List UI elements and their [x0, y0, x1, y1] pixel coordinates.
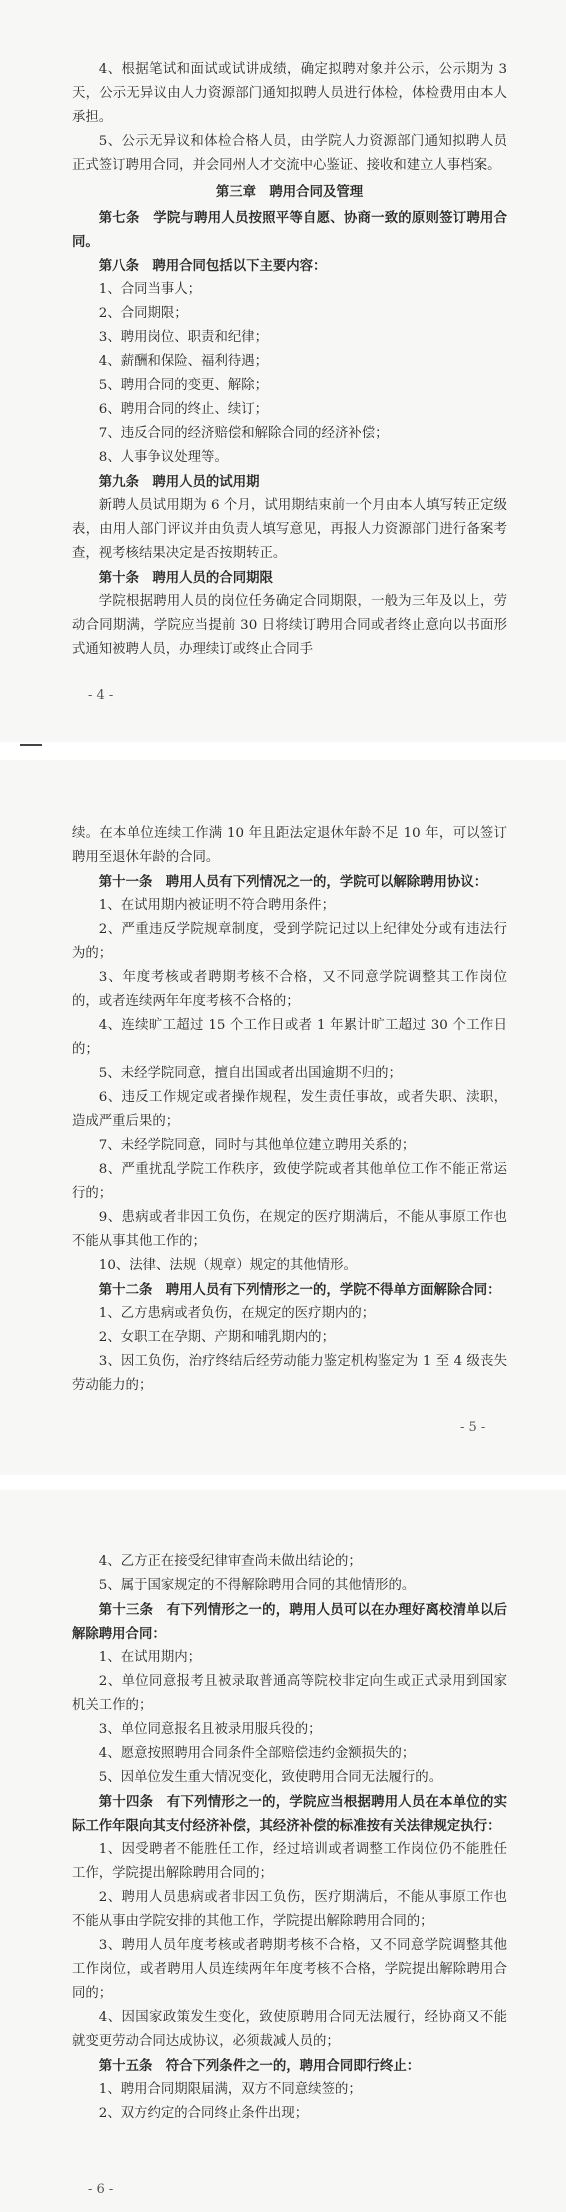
list-item: 1、聘用合同期限届满，双方不同意续签的； — [98, 2082, 362, 2097]
list-item: 5、属于国家规定的不得解除聘用合同的其他情形的。 — [98, 1578, 416, 1593]
list-item: 5、因单位发生重大情况变化，致使聘用合同无法履行的。 — [98, 1770, 443, 1785]
list-item: 1、在试用期内被证明不符合聘用条件； — [98, 898, 335, 913]
chapter-heading: 第三章 聘用合同及管理 — [215, 184, 364, 200]
page-gap — [0, 1475, 566, 1490]
list-item: 5、聘用合同的变更、解除； — [98, 378, 269, 393]
list-item: 4、愿意按照聘用合同条件全部赔偿违约金额损失的； — [98, 1746, 416, 1761]
list-item: 4、薪酬和保险、福利待遇； — [98, 354, 269, 369]
list-item: 4、因国家政策发生变化，致使原聘用合同无法履行，经协商又不能就变更劳动合同达成协议，必须裁减人员的； — [72, 2010, 507, 2049]
article-heading: 第十四条 有下列情形之一的，学院应当根据聘用人员在本单位的实际工作年限向其支付经济补偿，其经济补偿的标准按有关法律规定执行： — [72, 1794, 507, 1834]
list-item: 7、违反合同的经济赔偿和解除合同的经济补偿； — [98, 426, 389, 441]
article-heading: 第十五条 符合下列条件之一的，聘用合同即行终止： — [98, 2058, 421, 2074]
list-item: 1、在试用期内； — [98, 1650, 202, 1665]
list-item: 1、合同当事人； — [98, 282, 202, 297]
list-item: 2、合同期限； — [98, 306, 188, 321]
page-5-body — [72, 822, 507, 1398]
paragraph: 学院根据聘用人员的岗位任务确定合同期限，一般为三年及以上，劳动合同期满，学院应当提前 30 日将续订聘用合同或者终止意向以书面形式通知被聘人员，办理续订或终止合同手 — [72, 594, 507, 657]
list-item: 2、聘用人员患病或者非因工负伤，医疗期满后，不能从事原工作也不能从事由学院安排的其他工作，学院提出解除聘用合同的； — [72, 1890, 507, 1929]
article-heading: 第十三条 有下列情形之一的，聘用人员可以在办理好离校清单以后解除聘用合同： — [72, 1602, 507, 1642]
list-item: 2、双方约定的合同终止条件出现； — [98, 2106, 309, 2121]
scan-mark — [20, 744, 42, 746]
list-item: 4、连续旷工超过 15 个工作日或者 1 年累计旷工超过 30 个工作日的； — [72, 1018, 507, 1057]
list-item: 9、患病或者非因工负伤，在规定的医疗期满后，不能从事原工作也不能从事其他工作的； — [72, 1210, 507, 1249]
list-item: 3、单位同意报名且被录用服兵役的； — [98, 1722, 322, 1737]
article-heading: 第十条 聘用人员的合同期限 — [98, 570, 273, 586]
list-item: 8、严重扰乱学院工作秩序，致使学院或者其他单位工作不能正常运行的； — [72, 1162, 507, 1201]
list-item: 10、法律、法规（规章）规定的其他情形。 — [98, 1258, 357, 1273]
document-page-6 — [0, 1490, 566, 2212]
list-item: 2、单位同意报考且被录取普通高等院校非定向生或正式录用到国家机关工作的； — [72, 1674, 507, 1713]
list-item: 3、因工负伤，治疗终结后经劳动能力鉴定机构鉴定为 1 至 4 级丧失劳动能力的； — [72, 1354, 507, 1393]
paragraph: 5、公示无异议和体检合格人员，由学院人力资源部门通知拟聘人员正式签订聘用合同，并会同州人才交流中心鉴证、接收和建立人事档案。 — [72, 134, 507, 173]
paragraph: 续。在本单位连续工作满 10 年且距法定退休年龄不足 10 年，可以签订聘用至退休年龄的合同。 — [72, 826, 507, 865]
document-page-4 — [0, 0, 566, 742]
list-item: 5、未经学院同意，擅自出国或者出国逾期不归的； — [98, 1066, 402, 1081]
list-item: 2、严重违反学院规章制度，受到学院记过以上纪律处分或有违法行为的； — [72, 922, 507, 961]
list-item: 8、人事争议处理等。 — [98, 450, 228, 465]
page-6-body — [72, 1550, 507, 2126]
list-item: 4、乙方正在接受纪律审查尚未做出结论的； — [98, 1554, 362, 1569]
page-gap — [0, 742, 566, 760]
article-heading: 第七条 学院与聘用人员按照平等自愿、协商一致的原则签订聘用合同。 — [72, 210, 507, 250]
article-heading: 第八条 聘用合同包括以下主要内容： — [98, 258, 327, 274]
list-item: 2、女职工在孕期、产期和哺乳期内的； — [98, 1330, 335, 1345]
paragraph: 新聘人员试用期为 6 个月，试用期结束前一个月由本人填写转正定级表，由用人部门评议并由负责人填写意见，再报人力资源部门进行备案考查，视考核结果决定是否按期转正。 — [72, 498, 507, 561]
article-heading: 第九条 聘用人员的试用期 — [98, 474, 260, 490]
list-item: 3、聘用人员年度考核或者聘期考核不合格，又不同意学院调整其他工作岗位，或者聘用人员连续两年年度考核不合格，学院提出解除聘用合同的； — [72, 1938, 507, 2001]
list-item: 6、违反工作规定或者操作规程，发生责任事故，或者失职、渎职，造成严重后果的； — [72, 1090, 507, 1129]
paragraph: 4、根据笔试和面试或试讲成绩，确定拟聘对象并公示，公示期为 3 天，公示无异议由人力资源部门通知拟聘人员进行体检，体检费用由本人承担。 — [72, 62, 507, 125]
page-number: - 6 - — [88, 2182, 114, 2197]
list-item: 7、未经学院同意，同时与其他单位建立聘用关系的； — [98, 1138, 416, 1153]
article-heading: 第十一条 聘用人员有下列情况之一的，学院可以解除聘用协议： — [98, 874, 488, 890]
document-page-5 — [0, 760, 566, 1475]
list-item: 1、因受聘者不能胜任工作，经过培训或者调整工作岗位仍不能胜任工作，学院提出解除聘用合同的； — [72, 1842, 507, 1881]
list-item: 3、聘用岗位、职责和纪律； — [98, 330, 269, 345]
list-item: 1、乙方患病或者负伤，在规定的医疗期内的； — [98, 1306, 376, 1321]
list-item: 6、聘用合同的终止、续订； — [98, 402, 269, 417]
article-heading: 第十二条 聘用人员有下列情形之一的，学院不得单方面解除合同： — [98, 1282, 501, 1298]
page-4-body — [72, 58, 507, 662]
page-number: - 4 - — [88, 688, 114, 703]
page-number: - 5 - — [460, 1420, 486, 1435]
list-item: 3、年度考核或者聘期考核不合格，又不同意学院调整其工作岗位的，或者连续两年年度考核不合格的； — [72, 970, 507, 1009]
